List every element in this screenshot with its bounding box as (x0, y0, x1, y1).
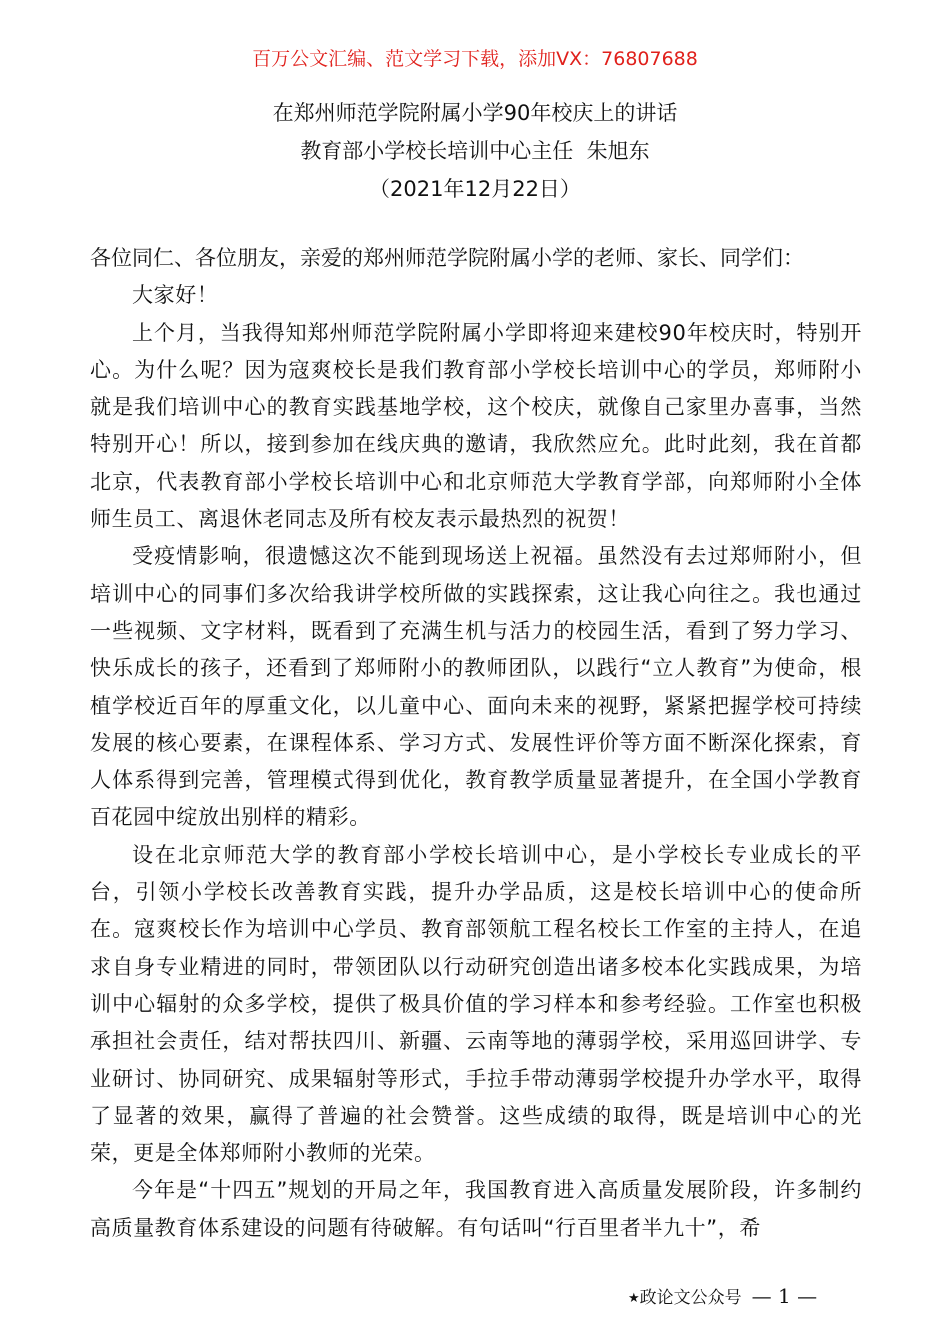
paragraph-4: 今年是“十四五”规划的开局之年，我国教育进入高质量发展阶段，许多制约高质量教育体系建设的问题有待破解。有句话叫“行百里者半九十”，希 (90, 1178, 862, 1240)
salutation: 各位同仁、各位朋友，亲爱的郑州师范学院附属小学的老师、家长、同学们： (90, 246, 804, 270)
footer-label: 政论文公众号 (639, 1288, 742, 1308)
paragraph-1: 上个月，当我得知郑州师范学院附属小学即将迎来建校90年校庆时，特别开心。为什么呢？因为寇爽校长是我们教育部小学校长培训中心的学员，郑师附小就是我们培训中心的教育实践基地学校，这个校庆，就像自己家里办喜事，当然特别开心！所以，接到参加在线庆典的邀请，我欣然应允。此时此刻，我在首都北京，代表教育部小学校长培训中心和北京师范大学教育学部，向郑师附小全体师生员工、离退休老同志及所有校友表示最热烈的祝贺！ (90, 320, 862, 532)
paragraph-greeting: 大家好！ (132, 283, 219, 308)
paragraph-2: 受疫情影响，很遗憾这次不能到现场送上祝福。虽然没有去过郑师附小，但培训中心的同事们多次给我讲学校所做的实践探索，这让我心向往之。我也通过一些视频、文字材料，既看到了充满生机与活力的校园生活，看到了努力学习、快乐成长的孩子，还看到了郑师附小的教师团队，以践行“立人教育”为使命，根植学校近百年的厚重文化，以儿童中心、面向未来的视野，紧紧把握学校可持续发展的核心要素，在课程体系、学习方式、发展性评价等方面不断深化探索，育人体系得到完善，管理模式得到优化，教育教学质量显著提升，在全国小学教育百花园中绽放出别样的精彩。 (90, 544, 862, 830)
star-icon: ★ (628, 1291, 640, 1306)
page-footer (628, 1282, 817, 1313)
speech-body (90, 240, 862, 1247)
download-banner: 百万公文汇编、范文学习下载，添加VX：76807688 (252, 48, 698, 70)
speech-title: 在郑州师范学院附属小学90年校庆上的讲话 (272, 101, 678, 125)
speaker-line: 教育部小学校长培训中心主任 朱旭东 (300, 139, 650, 163)
speech-title-block (0, 94, 950, 208)
speech-date: （2021年12月22日） (369, 177, 581, 201)
page-number: — 1 — (751, 1284, 818, 1308)
paragraph-3: 设在北京师范大学的教育部小学校长培训中心，是小学校长专业成长的平台，引领小学校长改善教育实践，提升办学品质，这是校长培训中心的使命所在。寇爽校长作为培训中心学员、教育部领航工程名校长工作室的主持人，在追求自身专业精进的同时，带领团队以行动研究创造出诸多校本化实践成果，为培训中心辐射的众多学校，提供了极具价值的学习样本和参考经验。工作室也积极承担社会责任，结对帮扶四川、新疆、云南等地的薄弱学校，采用巡回讲学、专业研讨、协同研究、成果辐射等形式，手拉手带动薄弱学校提升办学水平，取得了显著的效果，赢得了普遍的社会赞誉。这些成绩的取得，既是培训中心的光荣，更是全体郑师附小教师的光荣。 (90, 842, 862, 1166)
